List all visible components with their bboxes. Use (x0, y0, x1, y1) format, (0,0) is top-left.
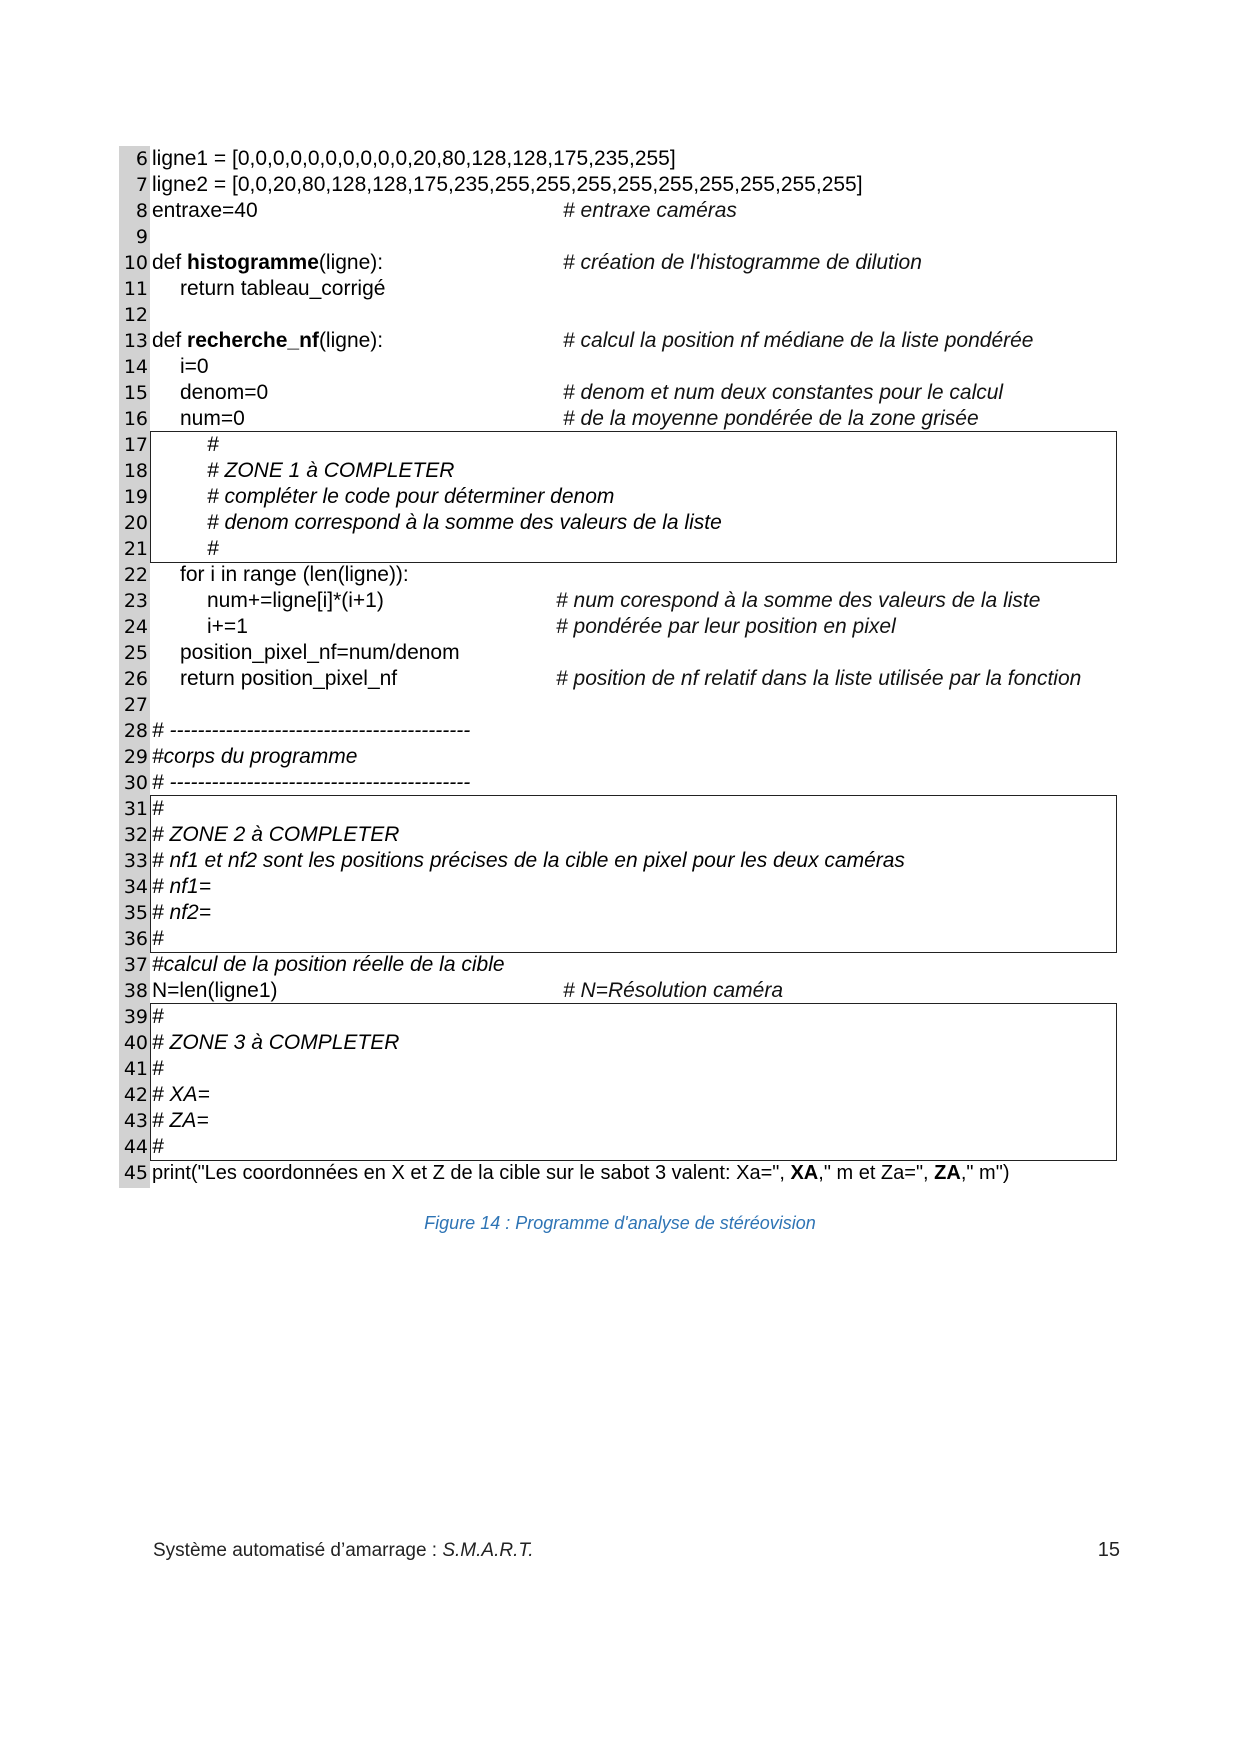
line-number: 32 (123, 824, 148, 846)
code-text: # (207, 433, 219, 456)
line-number: 8 (135, 200, 148, 222)
line-number: 10 (123, 252, 148, 274)
line-number: 42 (123, 1084, 148, 1106)
print-var-za: ZA (934, 1162, 961, 1184)
line-number: 9 (135, 226, 148, 248)
line-number: 36 (123, 928, 148, 950)
code-comment: # création de l'histogramme de dilution (563, 251, 922, 274)
code-comment: # entraxe caméras (563, 199, 737, 222)
line-number: 28 (123, 720, 148, 742)
code-comment: # position de nf relatif dans la liste utilisée par la fonction (556, 667, 1082, 690)
line-number: 21 (123, 538, 148, 560)
code-comment: # pondérée par leur position en pixel (556, 615, 896, 638)
line-number: 15 (123, 382, 148, 404)
line-number: 35 (123, 902, 148, 924)
zone-3-box (150, 1003, 1117, 1161)
print-var-xa: XA (790, 1162, 819, 1184)
line-number: 44 (123, 1136, 148, 1158)
line-number: 43 (123, 1110, 148, 1132)
code-comment: # N=Résolution caméra (563, 979, 784, 1002)
line-number: 14 (123, 356, 148, 378)
line-number: 11 (123, 278, 148, 300)
code-text: # (152, 1135, 164, 1158)
code-text: # nf2= (152, 901, 211, 924)
code-text (152, 1160, 1009, 1186)
function-args: (ligne): (318, 329, 384, 352)
line-number: 22 (123, 564, 148, 586)
function-args: (ligne): (318, 251, 384, 274)
line-number: 23 (123, 590, 148, 612)
code-text: # denom correspond à la somme des valeurs de la liste (207, 511, 722, 534)
print-text-c: ," m et Za=", (818, 1162, 935, 1184)
code-text (152, 250, 383, 276)
code-text: num+=ligne[i]*(i+1) (207, 589, 384, 612)
code-text: # (152, 797, 164, 820)
print-text-a: print("Les coordonnées en X et Z de la cible sur le sabot 3 valent: Xa=", (152, 1162, 791, 1184)
line-number: 16 (123, 408, 148, 430)
zone-2-box (150, 795, 1117, 953)
code-text: #corps du programme (152, 745, 358, 768)
code-text: # (207, 537, 219, 560)
line-number: 17 (123, 434, 148, 456)
code-text: # (152, 1005, 164, 1028)
line-number: 20 (123, 512, 148, 534)
footer-title-acronym: S.M.A.R.T. (442, 1540, 534, 1561)
line-number: 18 (123, 460, 148, 482)
code-text: #calcul de la position réelle de la cible (152, 953, 505, 976)
line-number: 27 (123, 694, 148, 716)
code-text: i=0 (180, 355, 209, 378)
line-number: 34 (123, 876, 148, 898)
code-text: position_pixel_nf=num/denom (180, 641, 460, 664)
line-number: 26 (123, 668, 148, 690)
page-number: 15 (1097, 1539, 1120, 1561)
code-text: # nf1 et nf2 sont les positions précises de la cible en pixel pour les deux caméras (152, 849, 905, 872)
code-text: # nf1= (152, 875, 211, 898)
function-name: recherche_nf (187, 329, 319, 352)
code-text: # XA= (152, 1083, 210, 1106)
line-number: 45 (123, 1162, 148, 1184)
line-number: 33 (123, 850, 148, 872)
line-number: 29 (123, 746, 148, 768)
code-listing (119, 146, 1119, 1188)
keyword-def: def (152, 329, 188, 352)
line-number: 39 (123, 1006, 148, 1028)
line-number: 24 (123, 616, 148, 638)
code-text: # ------------------------------------------- (152, 771, 471, 794)
code-text: num=0 (180, 407, 245, 430)
keyword-def: def (152, 251, 188, 274)
line-number: 12 (123, 304, 148, 326)
code-text: # (152, 927, 164, 950)
code-comment: # num corespond à la somme des valeurs de la liste (556, 589, 1041, 612)
line-number: 25 (123, 642, 148, 664)
code-text: entraxe=40 (152, 199, 258, 222)
code-text: return position_pixel_nf (180, 667, 398, 690)
line-number: 40 (123, 1032, 148, 1054)
code-text: # (152, 1057, 164, 1080)
code-text: # ZONE 3 à COMPLETER (152, 1031, 400, 1054)
code-text: i+=1 (207, 615, 248, 638)
code-text (152, 328, 383, 354)
line-number: 30 (123, 772, 148, 794)
line-number: 31 (123, 798, 148, 820)
line-number: 38 (123, 980, 148, 1002)
footer-title (153, 1540, 534, 1562)
code-text: ligne2 = [0,0,20,80,128,128,175,235,255,255,255,255,255,255,255,255,255] (152, 173, 863, 196)
code-text: # ZONE 2 à COMPLETER (152, 823, 400, 846)
code-text: # ------------------------------------------- (152, 719, 471, 742)
code-text: # compléter le code pour déterminer denom (207, 485, 615, 508)
print-text-e: ," m") (960, 1162, 1010, 1184)
code-comment: # calcul la position nf médiane de la liste pondérée (563, 329, 1034, 352)
code-text: ligne1 = [0,0,0,0,0,0,0,0,0,0,20,80,128,128,175,235,255] (152, 147, 676, 170)
line-number: 41 (123, 1058, 148, 1080)
code-text: for i in range (len(ligne)): (180, 563, 409, 586)
footer-title-prefix: Système automatisé d’amarrage : (153, 1540, 443, 1561)
line-number: 37 (123, 954, 148, 976)
code-text: N=len(ligne1) (152, 979, 278, 1002)
code-text: # ZONE 1 à COMPLETER (207, 459, 455, 482)
line-number: 7 (135, 174, 148, 196)
code-text: # ZA= (152, 1109, 209, 1132)
figure-caption: Figure 14 : Programme d'analyse de stéréovision (424, 1213, 816, 1233)
code-text: return tableau_corrigé (180, 277, 386, 300)
line-number: 6 (135, 148, 148, 170)
code-comment: # denom et num deux constantes pour le calcul (563, 381, 1004, 404)
code-comment: # de la moyenne pondérée de la zone grisée (563, 407, 979, 430)
code-text: denom=0 (180, 381, 269, 404)
line-number: 13 (123, 330, 148, 352)
function-name: histogramme (187, 251, 319, 274)
line-number: 19 (123, 486, 148, 508)
